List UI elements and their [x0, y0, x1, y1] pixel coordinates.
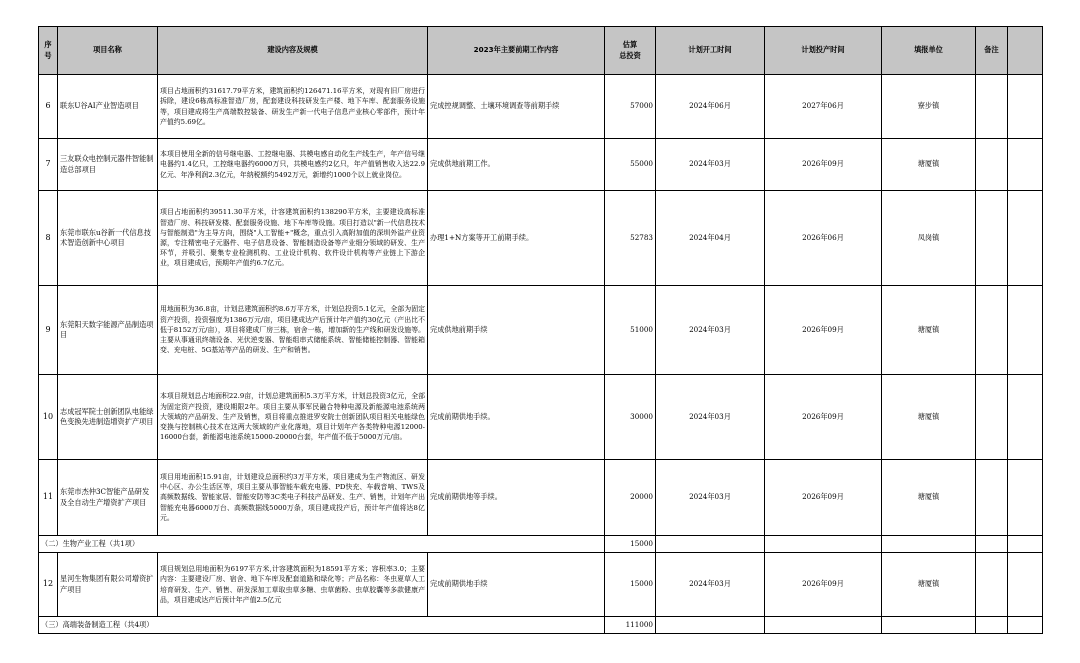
row-unit: 塘厦镇 — [882, 375, 976, 460]
header-invest — [605, 27, 656, 75]
row-content: 用地面积为36.8亩，计划总建筑面积约8.6万平方米，计划总投资5.1亿元，全部为固定资产投资，投资强度为1386万元/亩，项目建成达产后预计年产值约30亿元（产出比不低于8152万元/亩），项目将建成厂房三栋，宿舍一栋，增加新的生产线和研发设施等。主要从事通讯终端设备、光伏逆变器、智能组串式储能系统、智能储能控制器、智能箱变、充电桩、5G基站等产品的研发、生产和销售。 — [158, 286, 428, 375]
category-empty — [656, 617, 765, 634]
row-start: 2024年03月 — [656, 553, 765, 617]
row-work: 完成供地前期手续 — [428, 286, 605, 375]
row-production: 2026年09月 — [765, 139, 882, 191]
row-invest: 30000 — [605, 375, 656, 460]
category-row — [39, 536, 1043, 553]
row-unit: 凤岗镇 — [882, 191, 976, 286]
row-project-name: 三友联众电控制元器件智能制造总部项目 — [58, 139, 158, 191]
row-seq: 7 — [39, 139, 58, 191]
header-invest-line2: 总投资 — [619, 50, 641, 60]
category-label: （三）高端装备制造工程（共4项） — [39, 617, 605, 634]
row-project-name: 志成冠军院士创新团队电能绿色变换先进制造增资扩产项目 — [58, 375, 158, 460]
header-production: 计划投产时间 — [765, 27, 882, 75]
table-row — [39, 375, 1043, 460]
category-empty — [976, 617, 1008, 634]
table-row — [39, 191, 1043, 286]
row-trailing — [1008, 139, 1043, 191]
header-unit: 填报单位 — [882, 27, 976, 75]
row-content: 本项目规划总占地面积22.9亩，计划总建筑面积5.3万平方米，计划总投资3亿元，全部为固定资产投资，建设期限2年。项目主要从事军民融合特种电源及新能源电池系统两大领域的产品研发、生产及销售，项目将重点推进罗安院士创新团队项目相关电能绿色变换与控制核心技术在这两大领域的产业化落地，项目计划年产各类特种电源12000-16000台套，新能源电池系统15000-20000台套，年产值不低于5000万元/亩。 — [158, 375, 428, 460]
row-invest: 20000 — [605, 460, 656, 536]
row-remark — [976, 375, 1008, 460]
category-empty — [765, 536, 882, 553]
table-row — [39, 286, 1043, 375]
category-invest: 111000 — [605, 617, 656, 634]
row-remark — [976, 460, 1008, 536]
category-empty — [882, 617, 976, 634]
row-work: 完成前期供地手续。 — [428, 375, 605, 460]
row-work: 完成供地前期工作。 — [428, 139, 605, 191]
row-remark — [976, 191, 1008, 286]
row-unit: 塘厦镇 — [882, 139, 976, 191]
row-content: 项目规划总用地面积为6197平方米,计容建筑面积为18591平方米；容积率3.0；主要内容：主要建设厂房、宿舍、地下车库及配套道路和绿化等；产品名称：冬虫夏草人工培育研发、生产、销售、研发深加工草取虫草多糖、虫草菌粉、虫草胶囊等多款健康产品，项目建成达产后预计年产值2.5亿元 — [158, 553, 428, 617]
row-work: 办理1+N方案等开工前期手续。 — [428, 191, 605, 286]
row-work: 完成控规调整、土壤环境调查等前期手续 — [428, 75, 605, 139]
row-content: 项目占地面积约39511.30平方米，计容建筑面积约138290平方米，主要建设高标准智造厂房、科技研发楼、配套服务设施、地下车库等设施。项目打造以"新一代信息技术与智能制造"为主导方向，围绕"人工智能+"概念，重点引入高附加值的深圳外溢产业资源，专注精密电子元器件、电子信息设备、智能制造设备等产业细分领域的研发、生产环节，并吸引、聚集专业检测机构、工业设计机构、软件设计机构等产业链上下游企业，项目建成后，预期年产值约6.7亿元。 — [158, 191, 428, 286]
row-trailing — [1008, 375, 1043, 460]
table-row — [39, 460, 1043, 536]
row-start: 2024年04月 — [656, 191, 765, 286]
category-empty — [765, 617, 882, 634]
row-content: 项目用地面积15.91亩，计划建设总面积约3万平方米，项目建成为生产物流区、研发中心区、办公生活区等，项目主要从事智能车载充电器、PD快充、车载音响、TWS及高频数据线、智能家居、智能安防等3C类电子科技产品研发、生产、销售，计划年产出智能充电器6000万台、高频数据线5000万条，项目建成投产后，预计年产值将达8亿元。 — [158, 460, 428, 536]
row-project-name: 东莞市联东u谷新一代信息技术智造创新中心项目 — [58, 191, 158, 286]
row-seq: 10 — [39, 375, 58, 460]
row-production: 2027年06月 — [765, 75, 882, 139]
row-invest: 15000 — [605, 553, 656, 617]
row-remark — [976, 286, 1008, 375]
row-invest: 57000 — [605, 75, 656, 139]
row-production: 2026年06月 — [765, 191, 882, 286]
header-content: 建设内容及规模 — [158, 27, 428, 75]
row-trailing — [1008, 286, 1043, 375]
row-start: 2024年03月 — [656, 375, 765, 460]
row-content: 本项目使用全新的信号继电器、工控继电器、共模电感自动化生产线生产，年产信号继电器约1.4亿只，工控继电器约6000万只，共模电感约2亿只，年产值销售收入达22.9亿元、年净利润2.3亿元，年纳税额约5492万元，新增约1000个以上就业岗位。 — [158, 139, 428, 191]
row-start: 2024年03月 — [656, 460, 765, 536]
row-unit: 塘厦镇 — [882, 286, 976, 375]
row-start: 2024年03月 — [656, 139, 765, 191]
row-trailing — [1008, 75, 1043, 139]
row-project-name: 东莞阳天数字能源产品制造项目 — [58, 286, 158, 375]
category-empty — [1008, 536, 1043, 553]
row-content: 项目占地面积约31617.79平方米，建筑面积约126471.16平方米，对现有旧厂房进行拆除，建设6栋高标准智造厂房，配套建设科技研发生产楼、地下车库、配套服务设施等，项目建成将生产高端数控装备、研发生产新一代电子信息产业核心零部件，预计年产值约5.69亿。 — [158, 75, 428, 139]
row-project-name: 星河生物集团有限公司增资扩产项目 — [58, 553, 158, 617]
row-project-name: 东莞市杰仲3C智能产品研发及全自动生产增资扩产项目 — [58, 460, 158, 536]
row-production: 2026年09月 — [765, 286, 882, 375]
row-start: 2024年03月 — [656, 286, 765, 375]
row-remark — [976, 139, 1008, 191]
row-seq: 9 — [39, 286, 58, 375]
category-empty — [1008, 617, 1043, 634]
row-trailing — [1008, 191, 1043, 286]
row-work: 完成前期供地手续 — [428, 553, 605, 617]
row-seq: 12 — [39, 553, 58, 617]
table-row — [39, 139, 1043, 191]
row-project-name: 联东U谷AI产业智造项目 — [58, 75, 158, 139]
row-trailing — [1008, 460, 1043, 536]
row-remark — [976, 553, 1008, 617]
header-invest-line1: 估算 — [622, 40, 638, 50]
row-seq: 6 — [39, 75, 58, 139]
category-empty — [976, 536, 1008, 553]
table-row — [39, 553, 1043, 617]
row-invest: 52783 — [605, 191, 656, 286]
row-seq: 11 — [39, 460, 58, 536]
row-trailing — [1008, 553, 1043, 617]
header-remark: 备注 — [976, 27, 1008, 75]
row-production: 2026年09月 — [765, 375, 882, 460]
header-seq: 序号 — [39, 27, 58, 75]
row-unit: 塘厦镇 — [882, 460, 976, 536]
row-invest: 55000 — [605, 139, 656, 191]
category-empty — [882, 536, 976, 553]
header-trailing — [1008, 27, 1043, 75]
category-row — [39, 617, 1043, 634]
category-empty — [656, 536, 765, 553]
category-invest: 15000 — [605, 536, 656, 553]
row-remark — [976, 75, 1008, 139]
category-label: （二）生物产业工程（共1项） — [39, 536, 605, 553]
project-table-page — [38, 26, 1042, 634]
header-start: 计划开工时间 — [656, 27, 765, 75]
row-start: 2024年06月 — [656, 75, 765, 139]
header-name: 项目名称 — [58, 27, 158, 75]
row-invest: 51000 — [605, 286, 656, 375]
row-work: 完成前期供地等手续。 — [428, 460, 605, 536]
row-seq: 8 — [39, 191, 58, 286]
row-production: 2026年09月 — [765, 553, 882, 617]
table-row — [39, 75, 1043, 139]
header-row — [39, 27, 1043, 75]
row-production: 2026年09月 — [765, 460, 882, 536]
row-unit: 寮步镇 — [882, 75, 976, 139]
row-unit: 塘厦镇 — [882, 553, 976, 617]
header-work: 2023年主要前期工作内容 — [428, 27, 605, 75]
project-table — [38, 26, 1043, 634]
